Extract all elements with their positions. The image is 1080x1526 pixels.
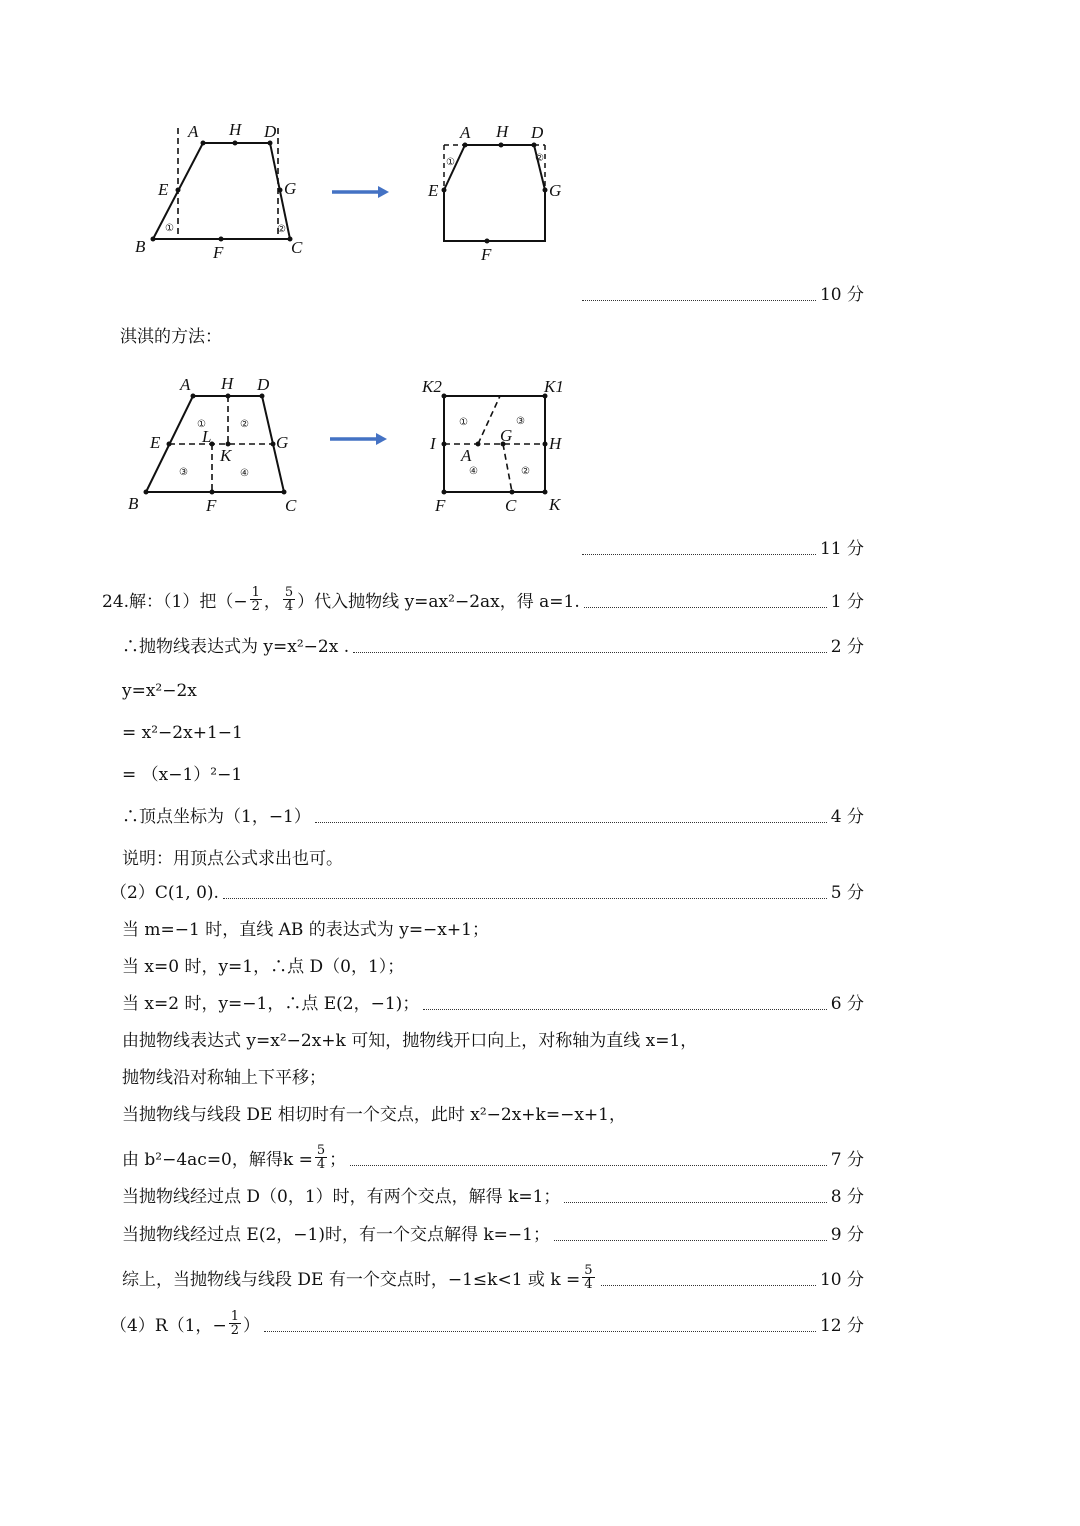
label-B: B [135, 237, 146, 256]
label-H: H [229, 120, 242, 139]
label-K1: K1 [544, 377, 564, 396]
sign: − [233, 592, 248, 612]
label-C: C [285, 496, 297, 515]
score: 11 分 [819, 539, 864, 559]
label-I: I [430, 434, 436, 453]
label-piece-1: ① [446, 157, 455, 168]
label-A: A [188, 122, 199, 141]
arrow-right-icon [328, 430, 390, 448]
label-E: E [158, 180, 169, 199]
method-heading: 淇淇的方法： [120, 327, 222, 347]
score: 8 分 [830, 1187, 864, 1207]
score: 12 分 [819, 1316, 864, 1336]
line-3: y=x²−2x [122, 681, 197, 701]
score: 9 分 [830, 1225, 864, 1245]
label-G: G [549, 181, 562, 200]
line-12: 由抛物线表达式 y=x²−2x+k 可知，抛物线开口向上，对称轴为直线 x=1， [122, 1031, 698, 1051]
label-C: C [291, 238, 303, 257]
label-G: G [500, 426, 513, 445]
label-A: A [180, 375, 191, 394]
line-17: 当抛物线经过点 E(2，−1)时，有一个交点解得 k=−1； 9 分 [122, 1225, 864, 1245]
line-4: = x²−2x+1−1 [122, 723, 243, 743]
line-9: 当 m=−1 时，直线 AB 的表达式为 y=−x+1； [122, 920, 489, 940]
label-piece-1: ① [165, 223, 174, 234]
label-piece-2: ② [535, 153, 544, 164]
label-piece-1: ① [459, 417, 468, 428]
label-K: K [220, 446, 232, 465]
figure-rectangle-1 [420, 115, 580, 265]
label-piece-3: ③ [516, 416, 525, 427]
label-D: D [257, 375, 270, 394]
label-piece-4: ④ [240, 468, 249, 479]
line-18: 综上，当抛物线与线段 DE 有一个交点时，−1≤k<1 或 k = $\frac{5}{4}$ 10 分 [122, 1263, 864, 1292]
label-A: A [461, 446, 472, 465]
label-K: K [549, 495, 561, 514]
label-F: F [481, 245, 492, 264]
label-piece-3: ③ [179, 467, 188, 478]
line-7: 说明：用顶点公式求出也可。 [122, 849, 343, 869]
line-2: ∴抛物线表达式为 y=x²−2x . 2 分 [122, 637, 864, 657]
label-A: A [460, 123, 471, 142]
line-16: 当抛物线经过点 D（0，1）时，有两个交点，解得 k=1； 8 分 [122, 1187, 864, 1207]
label-F: F [435, 496, 446, 515]
score: 10 分 [819, 285, 864, 305]
label-piece-1: ① [197, 419, 206, 430]
figure-trapezoid-2 [120, 368, 320, 520]
label-F: F [213, 243, 224, 262]
line-11: 当 x=2 时，y=−1，∴点 E(2，−1)； 6 分 [122, 994, 864, 1014]
score: 10 分 [819, 1270, 864, 1290]
score: 2 分 [830, 637, 864, 657]
fraction: $\frac{1}{2}$ [251, 585, 260, 614]
score: 7 分 [830, 1150, 864, 1170]
score: 1 分 [830, 592, 864, 612]
label-piece-2: ② [277, 224, 286, 235]
score: 4 分 [830, 807, 864, 827]
text: ）代入抛物线 y=ax²−2ax，得 a=1. [297, 592, 580, 612]
fraction: $\frac{1}{2}$ [230, 1309, 239, 1338]
label-C: C [505, 496, 517, 515]
label-G: G [284, 179, 297, 198]
figure-square-2 [415, 368, 575, 520]
line-10: 当 x=0 时，y=1，∴点 D（0，1）； [122, 957, 405, 977]
label-H: H [221, 374, 234, 393]
label-piece-2: ② [521, 466, 530, 477]
label-K2: K2 [422, 377, 442, 396]
label-L: L [202, 427, 212, 446]
figure-trapezoid-1 [125, 115, 325, 265]
label-piece-2: ② [240, 419, 249, 430]
score: 6 分 [830, 994, 864, 1014]
line-19: （4）R（1， − $\frac{1}{2}$ ） 12 分 [110, 1309, 864, 1338]
line-6: ∴顶点坐标为（1，−1） 4 分 [122, 807, 864, 827]
label-D: D [264, 122, 277, 141]
label-H: H [549, 434, 562, 453]
label-piece-4: ④ [469, 466, 478, 477]
score-row [578, 284, 864, 306]
line-8: （2）C(1, 0). 5 分 [110, 883, 864, 903]
score: 5 分 [830, 883, 864, 903]
label-H: H [496, 122, 509, 141]
text: 24.解：（1）把（ [102, 592, 234, 612]
arrow-right-icon [330, 183, 392, 201]
line-15: 由 b²−4ac=0，解得k = $\frac{5}{4}$ ； 7 分 [122, 1143, 864, 1172]
score-row [578, 538, 864, 560]
line-5: = （x−1）²−1 [122, 765, 243, 785]
q24-line-1: 24.解：（1）把（ − $\frac{1}{2}$ ， $\frac{5}{4}$ ）代入抛物线 y=ax²−2ax，得 a=1. 1 分 [102, 585, 864, 614]
label-E: E [150, 433, 161, 452]
fraction: $\frac{5}{4}$ [316, 1143, 326, 1172]
fraction: $\frac{5}{4}$ [284, 585, 294, 614]
fraction: $\frac{5}{4}$ [584, 1263, 593, 1292]
label-G: G [276, 433, 289, 452]
line-13: 抛物线沿对称轴上下平移； [122, 1068, 326, 1088]
label-B: B [128, 494, 139, 513]
label-D: D [531, 123, 544, 142]
line-14: 当抛物线与线段 DE 相切时有一个交点，此时 x²−2x+k=−x+1， [122, 1105, 626, 1125]
label-F: F [206, 496, 217, 515]
label-E: E [428, 181, 439, 200]
